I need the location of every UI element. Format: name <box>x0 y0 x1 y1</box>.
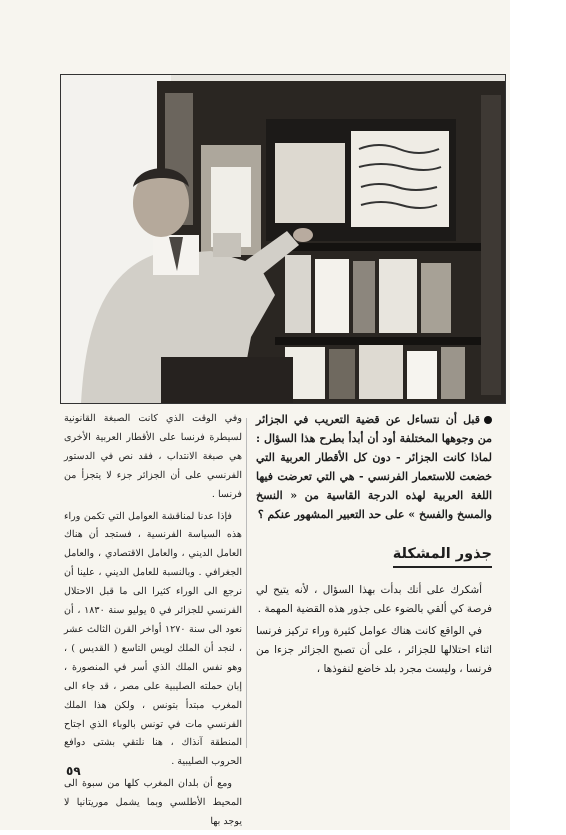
article-column-left <box>64 410 242 835</box>
section-heading-wrapper <box>256 527 492 578</box>
left-paragraph-1: وفي الوقت الذي كانت الصبغة القانونية لسيطرة فرنسا على الأقطار العربية الأخرى هي صبغة الانتداب ، فقد نص في الدستور الفرنسي على أن الجزائر جزء لا يتجزأ من فرنسا . <box>64 413 242 500</box>
right-paragraph-1: أشكرك على أنك بدأت بهذا السؤال ، لأنه يتيح لي فرصة كي ألقي بالضوء على جذور هذه القضية المهمة . <box>256 584 492 615</box>
lead-text: قبل أن نتساءل عن قضية التعريب في الجزائر من وجوهها المختلفة أود أن أبدأ بطرح هذا السؤال : لماذا كانت الجزائر - دون كل الأقطار العربية التي خضعت للاستعمار الفرنسي - هي التي تعرضت فيها اللغة العربية لهذه الدرجة القاسية من « النسخ والمسخ والفسخ » على حد التعبير المشهور عنكم ؟ <box>256 413 492 521</box>
left-paragraph-2: فإذا عدنا لمناقشة العوامل التي تكمن وراء هذه السياسة الفرنسية ، فستجد أن هناك العامل الديني ، والعامل الاقتصادي ، والعامل الجغرافي . وبالنسبة للعامل الديني ، علينا أن نرجع الى الوراء كثيرا الى ما قبل الاحتلال الفرنسي للجزائر في ٥ يوليو سنة ١٨٣٠ ، أن نعود الى سنة ١٢٧٠ أواخر القرن الثالث عشر ، لنجد أن الملك لويس التاسع ( القديس ) ، وهو نفس الملك الذي أسر في المنصورة ، إبان حملته الصليبية على مصر ، قد جاء الى المغرب مبتدأ بتونس ، ولكن هذا الملك الفرنسي مات في تونس بالوباء الذي اجتاح المنطقة آنذاك ، هنا نلتقي بشتى دوافع الحروب الصليبية . <box>64 510 243 768</box>
article-column-right <box>256 410 492 682</box>
article-photo <box>60 74 506 404</box>
column-divider <box>246 418 247 748</box>
photo-illustration <box>61 75 505 403</box>
right-paragraph-2: في الواقع كانت هناك عوامل كثيرة وراء تركيز فرنسا اثناء احتلالها للجزائر ، على أن تصبح الجزائر جزءا من فرنسا ، وليست مجرد بلد خاضع لنفوذها ، <box>256 625 492 675</box>
page-number: ٥٩ <box>66 764 81 778</box>
left-paragraph-3: ومع أن بلدان المغرب كلها من سبوة الى المحيط الأطلسي وبما يشمل موريتانيا لا يوجد بها <box>64 778 242 828</box>
bullet-icon <box>484 416 492 424</box>
section-heading: جذور المشكلة <box>393 545 492 568</box>
lead-question <box>256 410 492 524</box>
